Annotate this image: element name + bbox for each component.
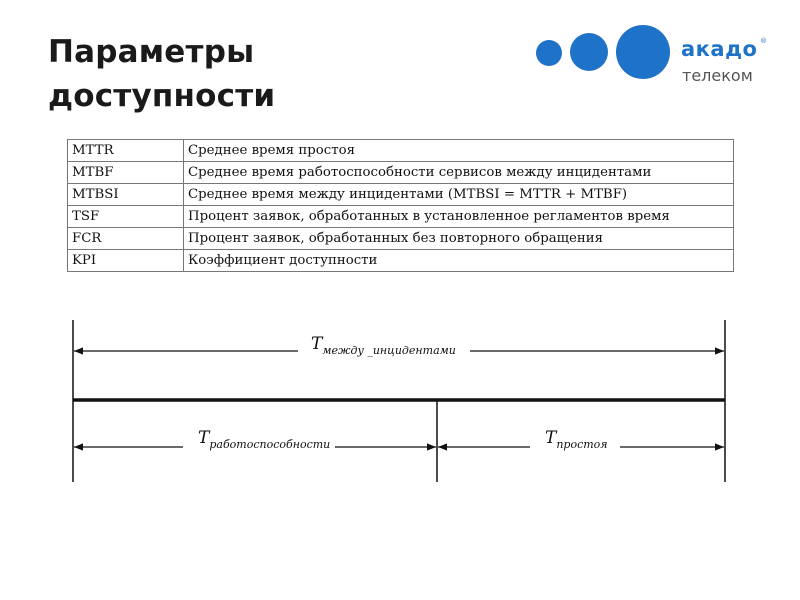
uptime-label: $T_{работоспособности}$ <box>198 428 331 451</box>
definition-abbreviation: KPI <box>68 250 184 272</box>
definition-description: Среднее время между инцидентами (MTBSI = MTTR + MTBF) <box>184 184 734 206</box>
definition-abbreviation: FCR <box>68 228 184 250</box>
definition-description: Процент заявок, обработанных без повторного обращения <box>184 228 734 250</box>
definition-abbreviation: TSF <box>68 206 184 228</box>
definition-abbreviation: MTBF <box>68 162 184 184</box>
definition-abbreviation: MTTR <box>68 140 184 162</box>
slide-title-line-2: доступности <box>48 78 276 114</box>
definition-description: Среднее время работоспособности сервисов между инцидентами <box>184 162 734 184</box>
total-interval-label: $T_{между \_инцидентами}$ <box>311 334 456 357</box>
definition-description: Коэффициент доступности <box>184 250 734 272</box>
definition-description: Среднее время простоя <box>184 140 734 162</box>
downtime-label: $T_{простоя}$ <box>545 428 608 451</box>
logo-brand-name: акадо <box>681 37 758 61</box>
definition-abbreviation: MTBSI <box>68 184 184 206</box>
slide-title-line-1: Параметры <box>48 34 255 70</box>
definition-description: Процент заявок, обработанных в установленное регламентов время <box>184 206 734 228</box>
logo-subtitle: телеком <box>682 66 753 85</box>
logo-registered-mark: ® <box>760 37 767 45</box>
